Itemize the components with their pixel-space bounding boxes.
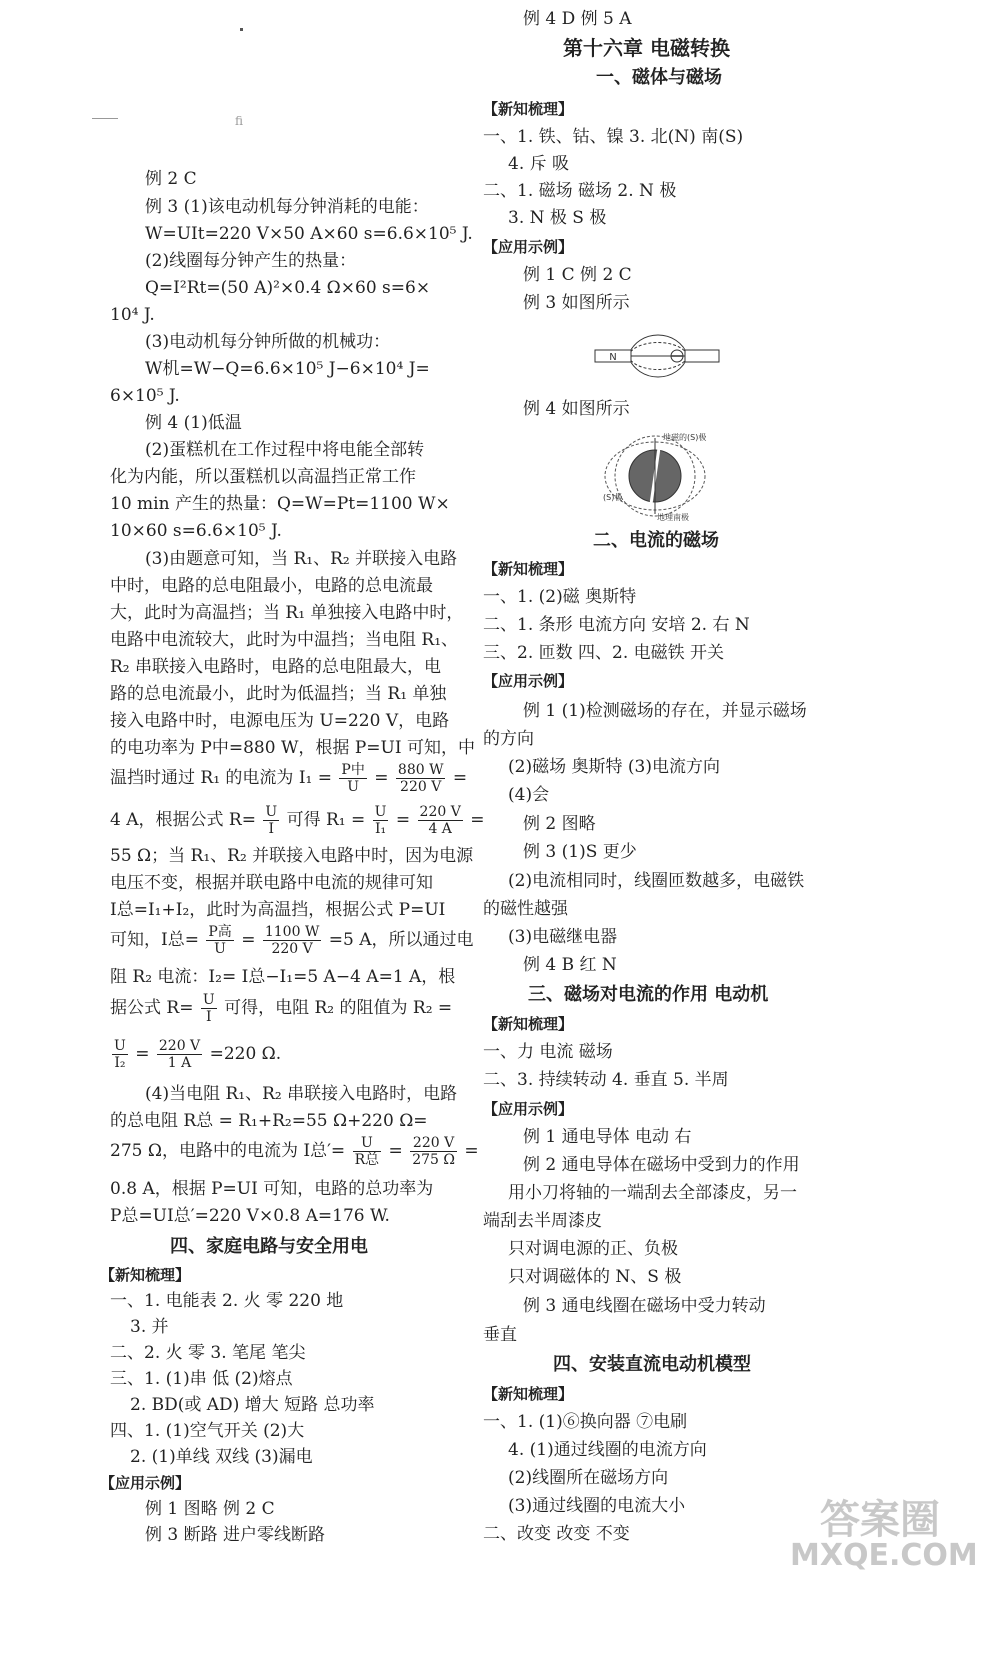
section-heading: 二、电流的磁场: [593, 530, 719, 551]
s-pole-label: (S)极: [603, 493, 623, 502]
denominator: 1 A: [167, 1055, 192, 1071]
text-fragment: =: [452, 768, 468, 788]
formula-line: [110, 922, 473, 958]
text-fragment: =: [241, 930, 256, 950]
denominator: 4 A: [428, 821, 452, 837]
section-tag: 【新知梳理】: [100, 1266, 191, 1284]
denominator: I₁: [374, 821, 387, 837]
text-fragment: =220 Ω.: [209, 1044, 282, 1064]
denominator: 220 V: [400, 779, 442, 795]
text-line: 例 1 通电导体 电动 右: [523, 1127, 692, 1147]
fraction: [157, 1038, 202, 1071]
text-fragment: 275 Ω，电路中的电流为 I总′=: [110, 1141, 346, 1161]
numerator: U: [265, 804, 278, 820]
text-line: 例 4 B 红 N: [523, 955, 617, 975]
text-fragment: 温挡时通过 R₁ 的电流为 I₁ =: [110, 768, 333, 788]
section-tag: 【新知梳理】: [483, 1015, 574, 1033]
section-tag: 【应用示例】: [483, 238, 574, 256]
text-line: (3)通过线圈的电流大小: [508, 1496, 686, 1516]
text-line: 一、1. 铁、钴、镍 3. 北(N) 南(S): [483, 127, 744, 147]
numerator: P高: [208, 924, 232, 940]
fraction: [410, 1135, 457, 1168]
text-fragment: =: [135, 1044, 150, 1064]
text-line: W=UIt=220 V×50 A×60 s=6.6×10⁵ J.: [145, 224, 473, 244]
text-fragment: =5 A，所以通过电: [328, 930, 474, 950]
text-line: (3)电磁继电器: [508, 927, 618, 947]
text-line: (2)磁场 奥斯特 (3)电流方向: [508, 757, 720, 777]
text-line: 10⁴ J.: [110, 305, 155, 325]
text-line: 化为内能，所以蛋糕机以高温挡正常工作: [110, 467, 416, 487]
bar-magnet: [685, 350, 719, 362]
text-line: 4. 斥 吸: [508, 154, 570, 174]
text-fragment: 可得，电阻 R₂ 的阻值为 R₂ =: [224, 998, 453, 1018]
denominator: U: [214, 941, 226, 957]
text-line: 电路中电流较大，此时为中温挡；当电阻 R₁、: [110, 630, 459, 650]
text-fragment: 可得 R₁ =: [286, 810, 366, 830]
section-heading: 四、安装直流电动机模型: [553, 1354, 751, 1375]
text-line: 的方向: [483, 729, 534, 749]
text-line: (4)会: [508, 785, 550, 805]
text-fragment: =: [388, 1141, 403, 1161]
denominator: I₂: [114, 1055, 126, 1071]
fraction: [396, 762, 446, 795]
text-line: 中时，电路的总电阻最小，电路的总电流最: [110, 576, 433, 596]
text-fragment: 4 A，根据公式 R=: [110, 810, 256, 830]
text-line: 2. (1)单线 双线 (3)漏电: [130, 1447, 313, 1467]
text-line: 例 2 C: [145, 169, 197, 189]
text-line: 例 3 通电线圈在磁场中受力转动: [523, 1296, 766, 1316]
section-tag: 【应用示例】: [100, 1474, 191, 1492]
section-tag: 【新知梳理】: [483, 560, 574, 578]
text-line: 大，此时为高温挡；当 R₁ 单独接入电路中时，: [110, 603, 464, 623]
numerator: U: [114, 1038, 126, 1054]
text-line: 例 3 断路 进户零线断路: [145, 1525, 326, 1545]
text-line: 一、1. (1)⑥换向器 ⑦电刷: [483, 1412, 688, 1432]
section-tag: 【应用示例】: [483, 672, 574, 690]
section-tag: 【新知梳理】: [483, 1385, 574, 1403]
text-line: (2)蛋糕机在工作过程中将电能全部转: [145, 440, 425, 460]
section-heading: 四、家庭电路与安全用电: [170, 1236, 368, 1257]
numerator: U: [353, 1135, 382, 1152]
text-line: 6×10⁵ J.: [110, 386, 180, 406]
text-line: 二、改变 改变 不变: [483, 1524, 630, 1544]
text-line: 例 1 (1)检测磁场的存在，并显示磁场: [523, 701, 807, 721]
formula-line: [110, 1133, 479, 1169]
earth-magnetic-field-figure: [603, 428, 723, 523]
text-line: 例 4 (1)低温: [145, 413, 242, 433]
fraction: [418, 804, 463, 837]
text-line: 例 3 如图所示: [523, 293, 630, 313]
text-line: 例 2 图略: [523, 814, 596, 834]
text-line: 三、2. 匝数 四、2. 电磁铁 开关: [483, 643, 725, 663]
text-line: 3. 并: [130, 1317, 169, 1337]
text-line: (2)电流相同时，线圈匝数越多，电磁铁: [508, 871, 805, 891]
denominator: R总: [354, 1152, 380, 1168]
text-line: (3)电动机每分钟所做的机械功：: [145, 332, 391, 352]
formula-line: [110, 990, 452, 1026]
top-dot: [240, 28, 243, 31]
numerator: U: [374, 804, 387, 820]
magnet-field-figure: [593, 322, 723, 390]
top-mark: fi: [235, 114, 244, 128]
fraction: [339, 762, 366, 795]
geographic-south-label: 地理南极: [657, 513, 689, 522]
text-line: 一、1. (2)磁 奥斯特: [483, 587, 637, 607]
denominator: 220 V: [271, 941, 313, 957]
text-line: I总=I₁+I₂，此时为高温挡，根据公式 P=UI: [110, 900, 446, 920]
text-line: 的总电阻 R总 = R₁+R₂=55 Ω+220 Ω=: [110, 1111, 428, 1131]
section-heading: 一、磁体与磁场: [596, 67, 722, 88]
text-line: 例 4 如图所示: [523, 399, 630, 419]
text-line: W机=W−Q=6.6×10⁵ J−6×10⁴ J=: [145, 359, 430, 379]
top-dash: [92, 118, 118, 119]
formula-line: [110, 802, 484, 838]
text-line: 2. BD(或 AD) 增大 短路 总功率: [130, 1395, 375, 1415]
text-line: 路的总电流最小，此时为低温挡；当 R₁ 单独: [110, 684, 447, 704]
text-line: 二、1. 磁场 磁场 2. N 极: [483, 181, 677, 201]
text-fragment: 可知，I总=: [110, 930, 199, 950]
chapter-title: 第十六章 电磁转换: [563, 36, 730, 60]
text-line: 例 2 通电导体在磁场中受到力的作用: [523, 1155, 800, 1175]
denominator: I: [268, 821, 275, 837]
text-line: 二、1. 条形 电流方向 安培 2. 右 N: [483, 615, 750, 635]
denominator: U: [347, 779, 360, 795]
text-line: 55 Ω；当 R₁、R₂ 并联接入电路中时，因为电源: [110, 846, 474, 866]
text-line: 例 4 D 例 5 A: [523, 9, 632, 29]
text-line: Q=I²Rt=(50 A)²×0.4 Ω×60 s=6×: [145, 278, 431, 298]
text-line: 例 3 (1)S 更少: [523, 842, 637, 862]
text-line: 阻 R₂ 电流：I₂= I总−I₁=5 A−4 A=1 A，根: [110, 967, 456, 987]
text-fragment: =: [374, 768, 389, 788]
text-fragment: =: [464, 1141, 479, 1161]
text-line: R₂ 串联接入电路时，电路的总电阻最大，电: [110, 657, 442, 677]
denominator: 275 Ω: [412, 1152, 455, 1168]
text-line: 0.8 A，根据 P=UI 可知，电路的总功率为: [110, 1179, 434, 1199]
text-line: 二、2. 火 零 3. 笔尾 笔尖: [110, 1343, 306, 1363]
fraction: [353, 1135, 382, 1168]
fraction: [263, 924, 321, 957]
text-line: 只对调磁体的 N、S 极: [508, 1267, 682, 1287]
numerator: 220 V: [158, 1038, 201, 1054]
text-fragment: =: [395, 810, 411, 830]
text-line: 例 1 图略 例 2 C: [145, 1499, 275, 1519]
fraction: [201, 992, 217, 1025]
fraction: [373, 804, 389, 837]
text-line: 例 3 (1)该电动机每分钟消耗的电能：: [145, 197, 429, 217]
text-line: 10×60 s=6.6×10⁵ J.: [110, 521, 282, 541]
numerator: 220 V: [419, 804, 461, 820]
text-line: 4. (1)通过线圈的电流方向: [508, 1440, 707, 1460]
numerator: 1100 W: [264, 924, 320, 940]
text-line: (4)当电阻 R₁、R₂ 串联接入电路时，电路: [145, 1084, 458, 1104]
denominator: I: [206, 1009, 212, 1025]
numerator: 880 W: [397, 762, 444, 778]
geomagnetic-pole-label: 地磁的(S)极: [663, 433, 707, 442]
section-heading: 三、磁场对电流的作用 电动机: [528, 984, 769, 1005]
fraction: [263, 804, 279, 837]
text-line: 用小刀将轴的一端刮去全部漆皮，另一: [508, 1183, 797, 1203]
numerator: 220 V: [410, 1135, 457, 1152]
north-label: N: [609, 352, 617, 363]
text-line: 一、力 电流 磁场: [483, 1042, 613, 1062]
text-line: 端刮去半周漆皮: [483, 1211, 602, 1231]
text-line: (3)由题意可知，当 R₁、R₂ 并联接入电路: [145, 549, 458, 569]
text-line: P总=UI总′=220 V×0.8 A=176 W.: [110, 1206, 390, 1226]
text-line: 垂直: [483, 1325, 517, 1345]
text-line: (2)线圈所在磁场方向: [508, 1468, 669, 1488]
text-line: 三、1. (1)串 低 (2)熔点: [110, 1369, 293, 1389]
numerator: P中: [341, 762, 365, 778]
formula-line: [110, 1036, 281, 1072]
text-line: 例 1 C 例 2 C: [523, 265, 632, 285]
fraction: [112, 1038, 128, 1071]
text-line: 的电功率为 P中=880 W，根据 P=UI 可知，中: [110, 738, 475, 758]
watermark-url: MXQE.COM: [790, 1538, 978, 1573]
text-line: 10 min 产生的热量：Q=W=Pt=1100 W×: [110, 494, 450, 514]
text-line: 一、1. 电能表 2. 火 零 220 地: [110, 1291, 344, 1311]
text-line: 只对调电源的正、负极: [508, 1239, 678, 1259]
text-line: 的磁性越强: [483, 899, 568, 919]
text-line: 接入电路中时，电源电压为 U=220 V，电路: [110, 711, 450, 731]
text-fragment: =: [470, 810, 485, 830]
text-line: 二、3. 持续转动 4. 垂直 5. 半周: [483, 1070, 729, 1090]
numerator: U: [202, 992, 215, 1008]
text-line: (2)线圈每分钟产生的热量：: [145, 251, 357, 271]
text-fragment: 据公式 R=: [110, 998, 194, 1018]
formula-line: [110, 760, 467, 796]
section-tag: 【新知梳理】: [483, 100, 574, 118]
text-line: 四、1. (1)空气开关 (2)大: [110, 1421, 305, 1441]
text-line: 电压不变，根据并联电路中电流的规律可知: [110, 873, 433, 893]
watermark-logo: 答案圈: [820, 1497, 940, 1543]
text-line: 3. N 极 S 极: [508, 208, 607, 228]
section-tag: 【应用示例】: [483, 1100, 574, 1118]
fraction: [206, 924, 233, 957]
